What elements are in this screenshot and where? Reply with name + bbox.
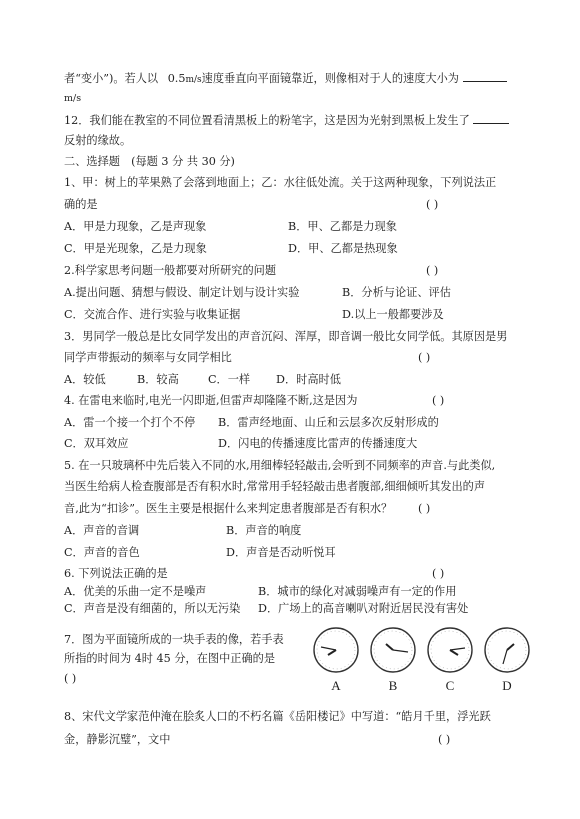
q4-option-a[interactable]: A．雷一个接一个打个不停 (64, 416, 196, 429)
q12-line1 (64, 112, 509, 128)
q11-text-d: 速度垂直向平面镜靠近，则像相对于人的速度大小为 (201, 72, 459, 85)
q1-stem-line1: 1、甲：树上的苹果熟了会落到地面上；乙：水往低处流。关于这两种现象，下列说法正 (64, 176, 497, 189)
q12-line2 (64, 134, 131, 148)
q5-option-a[interactable]: A．声音的音调 (64, 524, 140, 537)
q4-option-d[interactable]: D．闪电的传播速度比雷声的传播速度大 (218, 437, 418, 450)
q2-option-a[interactable]: A.提出问题、猜想与假设、制定计划与设计实验 (64, 286, 300, 299)
section-title: 二、选择题 (每题 3 分 共 30 分) (64, 155, 235, 168)
clock-d[interactable] (485, 628, 529, 672)
q7-clock-figure (312, 622, 548, 698)
q6-stem: 6. 下列说法正确的是 (64, 567, 168, 580)
clock-c[interactable] (428, 628, 472, 672)
q1-option-b[interactable]: B．甲、乙都是力现象 (288, 220, 397, 233)
q5-stem-line1: 5. 在一只玻璃杯中先后装入不同的水,用细棒轻轻敲击,会听到不同频率的声音.与此类似, (64, 459, 496, 472)
q5-answer-paren[interactable]: ( ) (418, 502, 431, 515)
clock-a-label: A (331, 678, 341, 693)
q5-stem-line3: 音,此为“扣诊”。医生主要是根据什么来判定患者腹部是否有积水？ (64, 502, 393, 515)
q1-answer-paren[interactable]: ( ) (426, 198, 439, 211)
q6-answer-paren[interactable]: ( ) (432, 567, 445, 580)
q3-option-b[interactable]: B．较高 (137, 373, 179, 386)
q11-answer-blank[interactable] (463, 70, 507, 82)
q7-stem-line1: 7．图为平面镜所成的一块手表的像，若手表 (64, 633, 284, 646)
q11-line1 (64, 70, 507, 87)
q1-option-a[interactable]: A．甲是力现象，乙是声现象 (64, 220, 207, 233)
q11-speed-value: 0.5 (167, 72, 186, 85)
q11-unit: m/s (64, 93, 82, 104)
q5-option-c[interactable]: C．声音的音色 (64, 546, 140, 559)
q4-option-b[interactable]: B．雷声经地面、山丘和云层多次反射形成的 (218, 416, 439, 429)
q5-stem-line2: 当医生给病人检查腹部是否有积水时,常常用手轻轻敲击患者腹部,细细倾听其发出的声 (64, 480, 486, 493)
q7-stem-line2: 所指的时间为 4时 45 分，在图中正确的是 (64, 652, 276, 665)
q11-speed-unit: m/s (185, 75, 202, 85)
q4-stem: 4. 在雷电来临时,电光一闪即逝,但雷声却隆隆不断,这是因为 (64, 394, 358, 407)
q3-option-a[interactable]: A．较低 (64, 373, 106, 386)
q12-stem-2: 反射的缘故。 (64, 134, 132, 147)
q7-answer-paren[interactable]: ( ) (64, 672, 77, 685)
q11-line2 (64, 92, 81, 106)
q8-stem-line2: 金，静影沉璧”，文中 (64, 733, 171, 746)
q2-option-b[interactable]: B．分析与论证、评估 (342, 286, 451, 299)
q3-option-d[interactable]: D．时高时低 (276, 373, 341, 386)
q2-stem: 2.科学家思考问题一般都要对所研究的问题 (64, 264, 277, 277)
q11-text-a: 者“变小”)。若人以 (64, 72, 159, 85)
clock-b-label: B (388, 678, 398, 693)
q4-option-c[interactable]: C．双耳效应 (64, 437, 129, 450)
q8-stem-line1: 8、宋代文学家范仲淹在脍炙人口的不朽名篇《岳阳楼记》中写道：“皓月千里，浮光跃 (64, 710, 491, 723)
q2-answer-paren[interactable]: ( ) (426, 264, 439, 277)
q8-answer-paren[interactable]: ( ) (438, 733, 451, 746)
q1-stem-line2: 确的是 (64, 198, 98, 211)
q4-answer-paren[interactable]: ( ) (432, 394, 445, 407)
q3-stem-line2: 同学声带振动的频率与女同学相比 (64, 351, 232, 364)
q3-stem-line1: 3．男同学一般总是比女同学发出的声音沉闷、浑厚，即音调一般比女同学低。其原因是男 (64, 330, 508, 343)
clock-a[interactable] (314, 628, 358, 672)
q1-option-c[interactable]: C．甲是光现象，乙是力现象 (64, 242, 207, 255)
q2-option-c[interactable]: C．交流合作、进行实验与收集证据 (64, 308, 241, 321)
q6-option-c[interactable]: C．声音是没有细菌的，所以无污染 (64, 602, 241, 615)
q3-answer-paren[interactable]: ( ) (418, 351, 431, 364)
q1-option-d[interactable]: D．甲、乙都是热现象 (288, 242, 398, 255)
q5-option-b[interactable]: B．声音的响度 (226, 524, 302, 537)
q12-stem: 12．我们能在教室的不同位置看清黑板上的粉笔字，这是因为光射到黑板上发生了 (64, 114, 470, 127)
q12-answer-blank[interactable] (473, 112, 509, 124)
q6-option-a[interactable]: A．优美的乐曲一定不是噪声 (64, 585, 207, 598)
q6-option-d[interactable]: D．广场上的高音喇叭对附近居民没有害处 (258, 602, 469, 615)
q5-option-d[interactable]: D．声音是否动听悦耳 (226, 546, 336, 559)
clock-c-label: C (445, 678, 455, 693)
q6-option-b[interactable]: B．城市的绿化对减弱噪声有一定的作用 (258, 585, 457, 598)
clock-d-label: D (502, 678, 512, 693)
q2-option-d[interactable]: D.以上一般都要涉及 (342, 308, 444, 321)
clock-b[interactable] (371, 628, 415, 672)
q3-option-c[interactable]: C．一样 (208, 373, 251, 386)
